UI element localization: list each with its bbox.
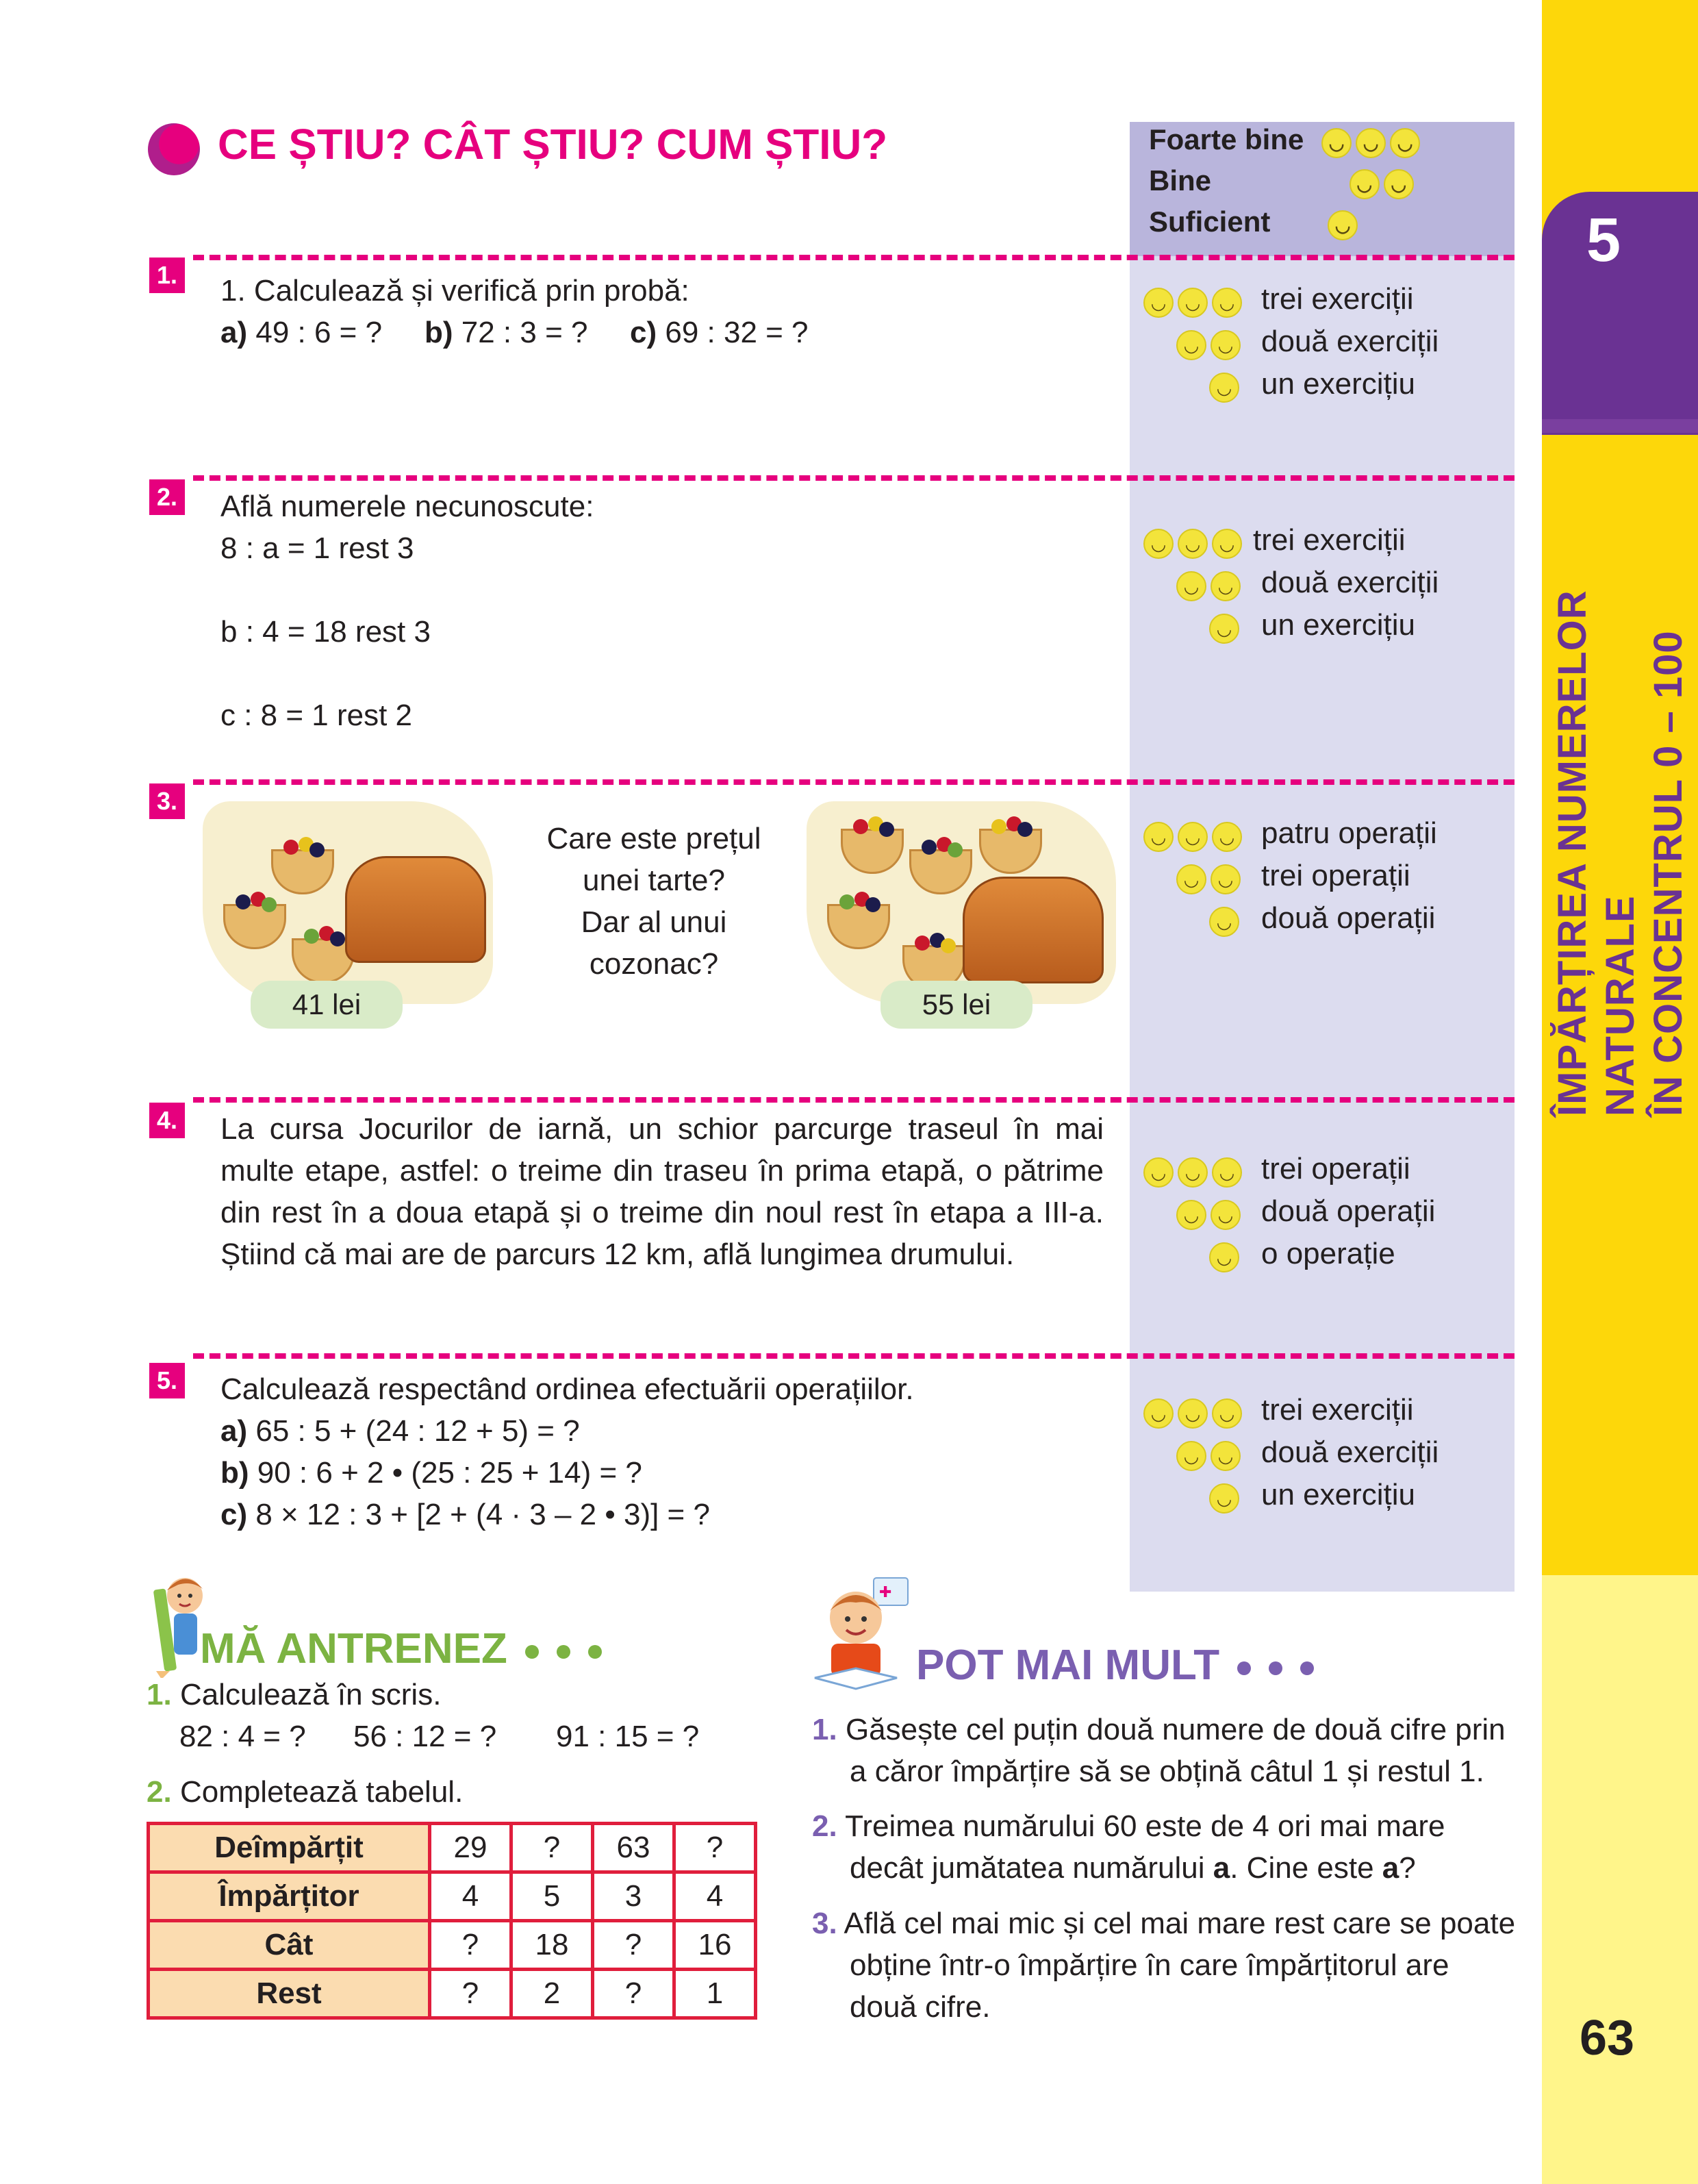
eval-text: un exercițiu xyxy=(1261,1478,1416,1511)
svg-text:✚: ✚ xyxy=(879,1584,892,1601)
eval-text: trei exerciții xyxy=(1261,1393,1414,1427)
eval-text: un exercițiu xyxy=(1261,608,1416,642)
smiley-icon: ◡ xyxy=(1211,330,1241,360)
smiley-icon: ◡ xyxy=(1209,1483,1239,1514)
separator xyxy=(193,475,1515,481)
table-cell: ? xyxy=(511,1824,593,1872)
page-number: 63 xyxy=(1579,2011,1635,2066)
separator xyxy=(193,779,1515,785)
price-tag-left: 41 lei xyxy=(251,981,403,1029)
boy-reading-icon xyxy=(808,1575,917,1692)
smiley-icon: ◡ xyxy=(1143,1398,1174,1429)
exercise-4-line: multe etape, astfel: o treime din traseu în prima etapă, o pătrime xyxy=(220,1154,1104,1188)
smiley-icon: ◡ xyxy=(1209,1242,1239,1272)
side-band-bottom xyxy=(1542,1575,1698,2184)
table-cell: 4 xyxy=(674,1872,756,1921)
eval-text: două exerciții xyxy=(1261,1435,1439,1469)
eval-text: trei operații xyxy=(1261,1152,1410,1185)
chapter-divider xyxy=(1542,419,1698,433)
more-title: POT MAI MULT xyxy=(916,1641,1314,1690)
separator xyxy=(193,1097,1515,1103)
more-task-2: 2. Treimea numărului 60 este de 4 ori mai mare decât jumătatea numărului a. Cine este a? xyxy=(812,1809,1445,1885)
legend-very-good xyxy=(1149,123,1420,158)
title-bullet-icon xyxy=(148,123,200,175)
table-cell: 16 xyxy=(674,1921,756,1970)
smiley-icon: ◡ xyxy=(1176,571,1206,601)
more-task-3: 3. Află cel mai mic și cel mai mare rest care se poate obține într-o împărțire în care împărțitorul are două cifre. xyxy=(812,1907,1516,2024)
bread-loaf-icon xyxy=(963,877,1104,983)
smiley-icon: ◡ xyxy=(1143,822,1174,852)
chapter-number: 5 xyxy=(1586,206,1621,275)
table-cell: 29 xyxy=(430,1824,511,1872)
exercise-5-c: c) 8 × 12 : 3 + [2 + (4 · 3 – 2 • 3)] = ? xyxy=(220,1498,710,1531)
table-row xyxy=(149,1921,756,1970)
exercise-number: 4. xyxy=(149,1103,185,1138)
division-table xyxy=(147,1822,757,2020)
smiley-icon: ◡ xyxy=(1209,907,1239,937)
smiley-icon: ◡ xyxy=(1176,330,1206,360)
table-row-header: Rest xyxy=(149,1970,430,2018)
table-cell: ? xyxy=(593,1970,674,2018)
chapter-title-line-1: ÎMPĂRȚIREA NUMERELOR NATURALE xyxy=(1550,590,1643,1116)
table-cell: ? xyxy=(674,1824,756,1872)
chapter-title-line-2: ÎN CONCENTRUL 0 – 100 xyxy=(1646,630,1690,1116)
smiley-icon: ◡ xyxy=(1143,288,1174,318)
exercise-5-intro: Calculează respectând ordinea efectuării operațiilor. xyxy=(220,1372,914,1406)
more-task-1: 1. Găsește cel puțin două numere de două cifre prin a căror împărțire să se obțină câtul 1 și restul 1. xyxy=(812,1713,1506,1788)
smiley-icon: ◡ xyxy=(1212,1398,1242,1429)
bakery-picture-left xyxy=(203,801,493,1004)
bakery-picture-right xyxy=(807,801,1116,1004)
separator xyxy=(193,255,1515,260)
smiley-icon: ◡ xyxy=(1212,1157,1242,1188)
eval-text: trei operații xyxy=(1261,859,1410,892)
exercise-number: 3. xyxy=(149,783,185,819)
exercise-4-line: La cursa Jocurilor de iarnă, un schior parcurge traseul în mai xyxy=(220,1112,1104,1146)
fruit-tart-icon xyxy=(223,904,286,949)
smiley-icon: ◡ xyxy=(1211,1200,1241,1230)
smiley-icon: ◡ xyxy=(1178,288,1208,318)
table-cell: 4 xyxy=(430,1872,511,1921)
table-cell: 3 xyxy=(593,1872,674,1921)
legend-label: Bine xyxy=(1149,164,1212,197)
eval-text: o operație xyxy=(1261,1237,1395,1270)
smiley-icon: ◡ xyxy=(1328,210,1358,240)
table-row-header: Deîmpărțit xyxy=(149,1824,430,1872)
table-cell: ? xyxy=(430,1921,511,1970)
dots-decoration xyxy=(1219,1642,1314,1689)
smiley-icon: ◡ xyxy=(1209,614,1239,644)
smiley-icon: ◡ xyxy=(1390,128,1420,158)
smiley-icon: ◡ xyxy=(1178,1398,1208,1429)
exercise-2-line: c : 8 = 1 rest 2 xyxy=(220,699,413,732)
exercise-1-c: c) 69 : 32 = ? xyxy=(630,316,809,349)
page-title: CE ȘTIU? CÂT ȘTIU? CUM ȘTIU? xyxy=(218,121,888,168)
smiley-icon: ◡ xyxy=(1212,529,1242,559)
table-row-header: Împărțitor xyxy=(149,1872,430,1921)
table-cell: 18 xyxy=(511,1921,593,1970)
smiley-icons xyxy=(1328,210,1358,240)
eval-text: două operații xyxy=(1261,1194,1436,1228)
table-row xyxy=(149,1824,756,1872)
smiley-icon: ◡ xyxy=(1211,864,1241,894)
exercise-1-b: b) 72 : 3 = ? xyxy=(424,316,588,349)
table-cell: 63 xyxy=(593,1824,674,1872)
separator xyxy=(193,1353,1515,1359)
eval-text: patru operații xyxy=(1261,816,1437,850)
eval-text: trei exerciții xyxy=(1261,282,1414,316)
smiley-icon: ◡ xyxy=(1212,822,1242,852)
smiley-icon: ◡ xyxy=(1209,373,1239,403)
smiley-icon: ◡ xyxy=(1143,529,1174,559)
exercise-number: 5. xyxy=(149,1363,185,1398)
exercise-4-line: Știind că mai are de parcurs 12 km, află lungimea drumului. xyxy=(220,1238,1015,1271)
fruit-tart-icon xyxy=(979,829,1042,874)
training-task-1-c: 91 : 15 = ? xyxy=(556,1720,700,1753)
smiley-icon: ◡ xyxy=(1384,169,1414,199)
smiley-icon: ◡ xyxy=(1176,1200,1206,1230)
smiley-icon: ◡ xyxy=(1211,1441,1241,1471)
exercise-2-line: b : 4 = 18 rest 3 xyxy=(220,615,431,649)
training-task-1-a: 82 : 4 = ? xyxy=(179,1720,306,1753)
smiley-icon: ◡ xyxy=(1143,1157,1174,1188)
eval-text: un exercițiu xyxy=(1261,367,1416,401)
smiley-icon: ◡ xyxy=(1178,1157,1208,1188)
table-row xyxy=(149,1872,756,1921)
exercise-5-a: a) 65 : 5 + (24 : 12 + 5) = ? xyxy=(220,1414,580,1448)
exercise-2-line: 8 : a = 1 rest 3 xyxy=(220,531,414,565)
legend-label: Suficient xyxy=(1149,205,1271,238)
bread-loaf-icon xyxy=(345,856,486,963)
exercise-1-intro: 1. Calculează și verifică prin probă: xyxy=(220,274,689,307)
smiley-icons xyxy=(1321,128,1420,158)
eval-text: două operații xyxy=(1261,901,1436,935)
eval-text: două exerciții xyxy=(1261,325,1439,358)
training-title: MĂ ANTRENEZ xyxy=(200,1624,602,1673)
smiley-icon: ◡ xyxy=(1349,169,1380,199)
dots-decoration xyxy=(507,1625,602,1672)
training-task-2: 2. Completează tabelul. xyxy=(147,1775,464,1809)
smiley-icon: ◡ xyxy=(1176,1441,1206,1471)
legend-label: Foarte bine xyxy=(1149,123,1304,155)
legend-good xyxy=(1149,164,1414,199)
smiley-icon: ◡ xyxy=(1356,128,1386,158)
fruit-tart-icon xyxy=(841,829,904,874)
chapter-title xyxy=(1549,431,1693,1116)
smiley-icons xyxy=(1349,169,1414,199)
smiley-icon: ◡ xyxy=(1321,128,1352,158)
fruit-tart-icon xyxy=(827,904,890,949)
smiley-icon: ◡ xyxy=(1212,288,1242,318)
table-cell: 5 xyxy=(511,1872,593,1921)
exercise-5-b: b) 90 : 6 + 2 • (25 : 25 + 14) = ? xyxy=(220,1456,642,1490)
exercise-1-a: a) 49 : 6 = ? xyxy=(220,316,383,349)
table-cell: 2 xyxy=(511,1970,593,2018)
exercise-number: 2. xyxy=(149,479,185,515)
table-cell: ? xyxy=(593,1921,674,1970)
table-cell: 1 xyxy=(674,1970,756,2018)
table-cell: ? xyxy=(430,1970,511,2018)
table-row-header: Cât xyxy=(149,1921,430,1970)
training-task-1-b: 56 : 12 = ? xyxy=(353,1720,497,1753)
eval-text: două exerciții xyxy=(1261,566,1439,599)
fruit-tart-icon xyxy=(909,849,972,894)
exercise-3-question: Care este prețul unei tarte? Dar al unui cozonac? xyxy=(546,822,761,981)
smiley-icon: ◡ xyxy=(1178,529,1208,559)
smiley-icon: ◡ xyxy=(1211,571,1241,601)
exercise-number: 1. xyxy=(149,258,185,293)
smiley-icon: ◡ xyxy=(1176,864,1206,894)
table-row xyxy=(149,1970,756,2018)
exercise-2-intro: Află numerele necunoscute: xyxy=(220,490,594,523)
training-task-1: 1. Calculează în scris. xyxy=(147,1678,442,1711)
exercise-4-line: din rest în a doua etapă și o treime din noul rest în etapa a III-a. xyxy=(220,1196,1104,1229)
smiley-icon: ◡ xyxy=(1178,822,1208,852)
eval-text: trei exerciții xyxy=(1253,523,1406,557)
legend-sufficient xyxy=(1149,205,1358,240)
price-tag-right: 55 lei xyxy=(880,981,1032,1029)
fruit-tart-icon xyxy=(271,849,334,894)
